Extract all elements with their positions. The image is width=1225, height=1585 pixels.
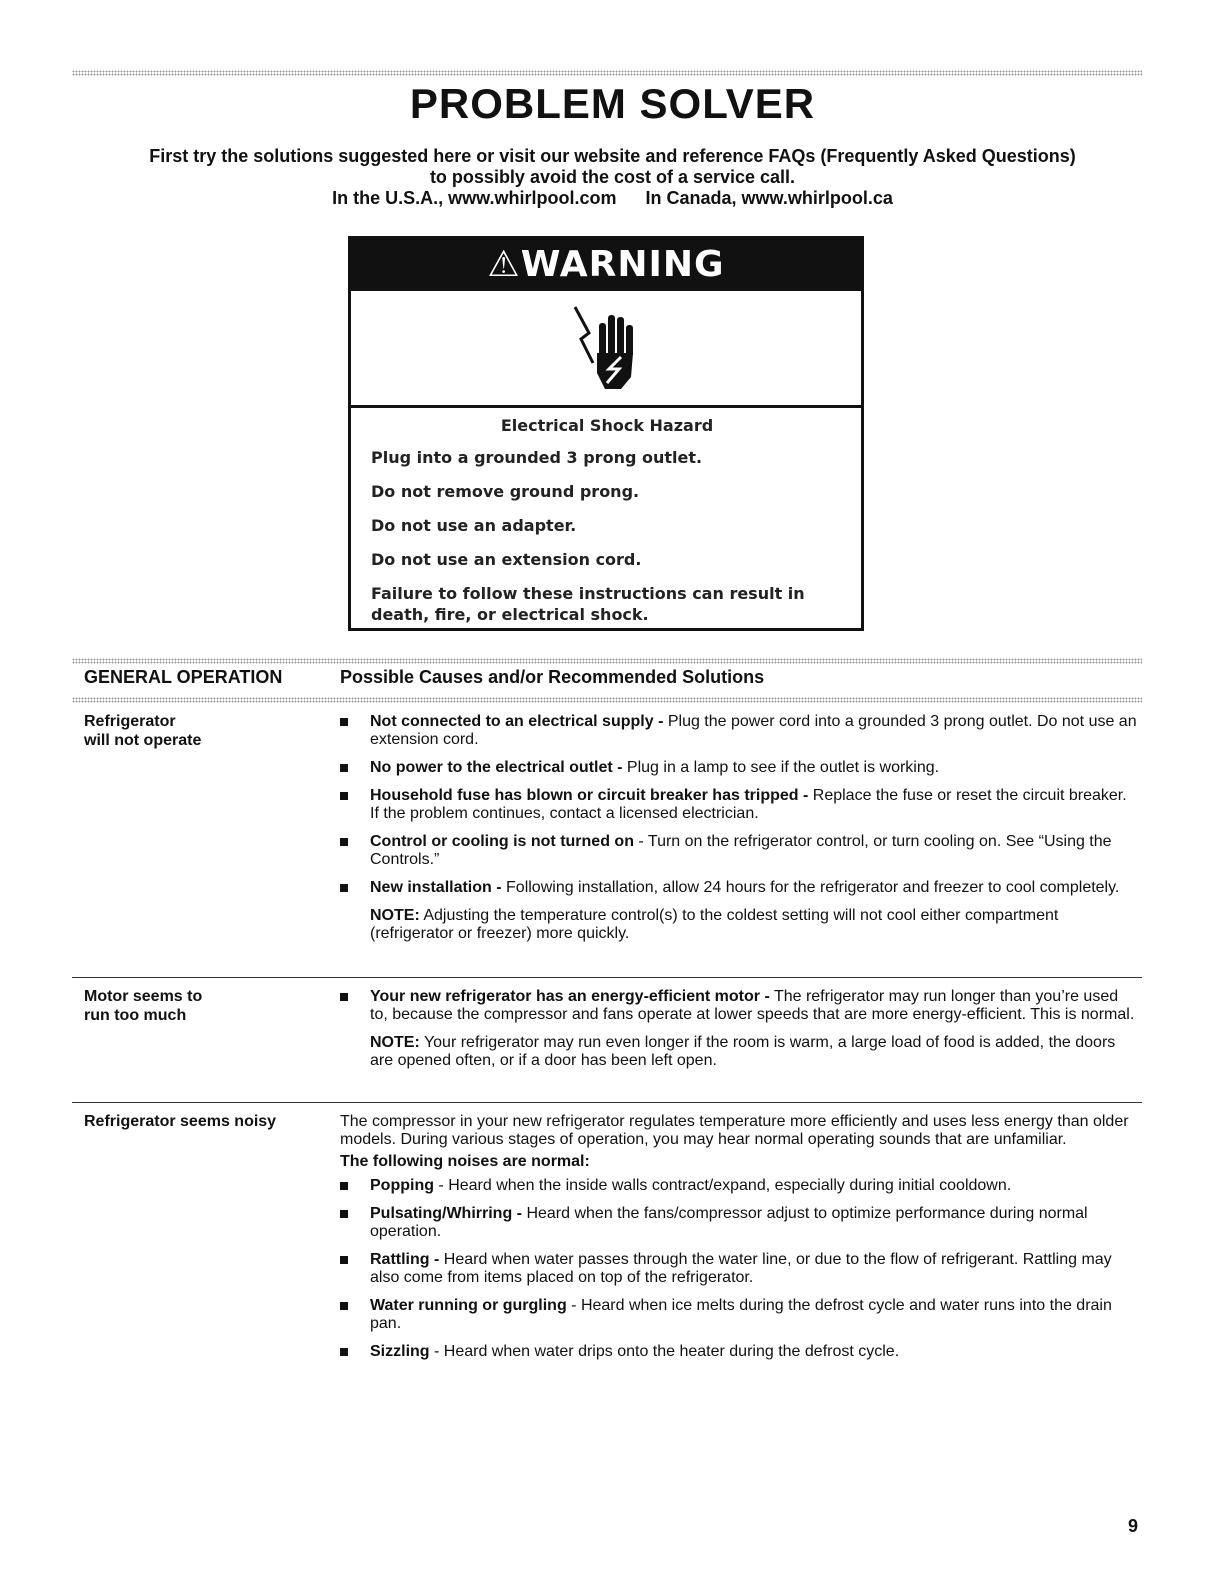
solutions-list xyxy=(340,713,1140,953)
list-item xyxy=(340,1343,1140,1361)
row-divider xyxy=(72,977,1142,978)
cause-label: Your new refrigerator has an energy-efficient motor - xyxy=(370,988,770,1005)
solution-text: - Turn on the refrigerator control, or turn cooling on. See “Using the Controls.” xyxy=(370,833,1112,868)
noise-text: Heard when the fans/compressor adjust to optimize performance during normal operation. xyxy=(370,1205,1088,1240)
electrical-shock-hand-icon xyxy=(571,303,641,393)
noise-text: Heard when water passes through the water line, or due to the flow of refrigerant. Rattling may also come from items placed on top of the refrigerator. xyxy=(370,1251,1112,1286)
bullet-icon xyxy=(340,764,348,772)
website-links xyxy=(60,188,1165,209)
warning-line: Plug into a grounded 3 prong outlet. xyxy=(371,448,703,467)
cause-label: Household fuse has blown or circuit breaker has tripped - xyxy=(370,787,809,804)
solutions-list xyxy=(340,988,1140,1080)
noise-label: Rattling - xyxy=(370,1251,440,1268)
canada-website-link[interactable]: In Canada, www.whirlpool.ca xyxy=(645,188,893,208)
list-item xyxy=(340,713,1140,749)
solution-text: Plug in a lamp to see if the outlet is working. xyxy=(622,759,940,776)
top-dotted-rule xyxy=(72,70,1142,76)
solution-text: Plug the power cord into a grounded 3 prong outlet. Do not use an extension cord. xyxy=(370,713,1137,748)
warning-line: Do not use an adapter. xyxy=(371,516,577,535)
noise-text: - Heard when water drips onto the heater during the defrost cycle. xyxy=(429,1343,900,1360)
list-item xyxy=(340,1205,1140,1241)
page-number: 9 xyxy=(1128,1516,1139,1536)
solutions-list xyxy=(340,1113,1140,1371)
cause-label: Control or cooling is not turned on xyxy=(370,833,634,850)
list-item xyxy=(340,988,1140,1024)
bullet-icon xyxy=(340,884,348,892)
bullet-icon xyxy=(340,1302,348,1310)
problem-label xyxy=(84,1112,314,1131)
list-item xyxy=(340,787,1140,823)
bullet-icon xyxy=(340,1256,348,1264)
noise-label: Sizzling xyxy=(370,1343,430,1360)
solution-text: Following installation, allow 24 hours for the refrigerator and freezer to cool completely. xyxy=(501,879,1120,896)
intro-line-2: to possibly avoid the cost of a service call. xyxy=(429,167,796,187)
noise-label: Pulsating/Whirring - xyxy=(370,1205,522,1222)
problem-label-line: Refrigerator seems noisy xyxy=(84,1113,277,1130)
list-item xyxy=(340,1297,1140,1333)
solution-text: Replace the fuse or reset the circuit breaker. If the problem continues, contact a licensed electrician. xyxy=(370,787,1127,822)
noise-text: - Heard when the inside walls contract/expand, especially during initial cooldown. xyxy=(433,1177,1012,1194)
bullet-icon xyxy=(340,1182,348,1190)
list-item xyxy=(340,879,1140,897)
column-header-general-operation: GENERAL OPERATION xyxy=(84,667,283,687)
warning-line: Do not remove ground prong. xyxy=(371,482,640,501)
noise-intro-paragraph: The compressor in your new refrigerator regulates temperature more efficiently and uses less energy than older models. During various stages of operation, you may hear normal operating sounds that are unfamiliar. xyxy=(340,1113,1129,1148)
us-website-link[interactable]: In the U.S.A., www.whirlpool.com xyxy=(332,188,617,208)
warning-icon-area xyxy=(351,291,861,408)
problem-label-line: run too much xyxy=(84,1007,187,1024)
intro-text xyxy=(60,146,1165,209)
list-item xyxy=(340,759,1140,777)
warning-title: WARNING xyxy=(520,244,725,285)
note xyxy=(340,907,1140,943)
solution-text: The refrigerator may run longer than you’re used to, because the compressor and fans operate at lower speeds that are more energy-efficient. This is normal. xyxy=(370,988,1135,1023)
page-title: PROBLEM SOLVER xyxy=(409,80,816,127)
list-item xyxy=(340,1177,1140,1195)
table-header-dotted-rule xyxy=(72,697,1142,703)
problem-label xyxy=(84,712,314,750)
noise-text: - Heard when ice melts during the defrost cycle and water runs into the drain pan. xyxy=(370,1297,1112,1332)
bullet-icon xyxy=(340,993,348,1001)
warning-subtitle: Electrical Shock Hazard xyxy=(500,416,714,435)
warning-header xyxy=(351,239,861,291)
bullet-icon xyxy=(340,1210,348,1218)
warning-triangle-icon: ⚠ xyxy=(487,244,521,285)
normal-noises-heading: The following noises are normal: xyxy=(340,1153,590,1170)
cause-label: New installation - xyxy=(370,879,502,896)
bullet-icon xyxy=(340,792,348,800)
bullet-icon xyxy=(340,718,348,726)
noise-label: Water running or gurgling xyxy=(370,1297,567,1314)
note-label: NOTE: xyxy=(370,1034,420,1051)
problem-label-line: Motor seems to xyxy=(84,988,203,1005)
bullet-icon xyxy=(340,1348,348,1356)
note-label: NOTE: xyxy=(370,907,420,924)
warning-line: Failure to follow these instructions can result in death, fire, or electrical shock. xyxy=(371,584,805,624)
bullet-icon xyxy=(340,838,348,846)
cause-label: No power to the electrical outlet - xyxy=(370,759,623,776)
warning-box xyxy=(348,236,864,631)
note-text: Your refrigerator may run even longer if the room is warm, a large load of food is added, the doors are opened often, or if a door has been left open. xyxy=(370,1034,1116,1069)
table-top-dotted-rule xyxy=(72,658,1142,664)
cause-label: Not connected to an electrical supply - xyxy=(370,713,664,730)
note xyxy=(340,1034,1140,1070)
warning-body xyxy=(351,408,861,625)
note-text: Adjusting the temperature control(s) to the coldest setting will not cool either compartment (refrigerator or freezer) more quickly. xyxy=(370,907,1059,942)
problem-label-line: Refrigerator xyxy=(84,713,176,730)
list-item xyxy=(340,833,1140,869)
noise-label: Popping xyxy=(370,1177,434,1194)
warning-line: Do not use an extension cord. xyxy=(371,550,642,569)
row-divider xyxy=(72,1102,1142,1103)
column-header-solutions: Possible Causes and/or Recommended Solutions xyxy=(340,667,765,687)
intro-line-1: First try the solutions suggested here or visit our website and reference FAQs (Frequently Asked Questions) xyxy=(149,146,1076,166)
problem-label xyxy=(84,987,314,1025)
problem-label-line: will not operate xyxy=(84,732,202,749)
list-item xyxy=(340,1251,1140,1287)
